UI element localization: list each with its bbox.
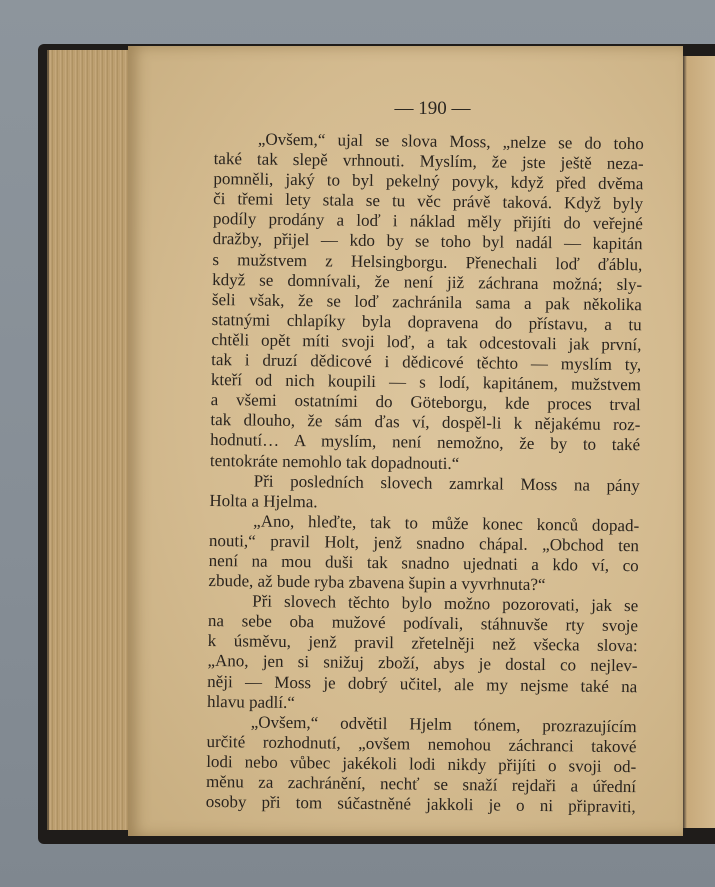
text-line: chtěli opět míti svoji loď, a tak odcestovali jak první, [211, 329, 642, 355]
text-line: Při posledních slovech zamrkal Moss na pány [253, 471, 640, 495]
facing-page-edge [683, 56, 715, 828]
text-line: s mužstvem z Helsingborgu. Přenechali loď ďáblu, [212, 249, 643, 274]
text-line: na sebe oba mužové podívali, stáhnuvše rty svoje [207, 611, 639, 636]
page-stack-edge [47, 50, 135, 830]
text-line: „Ano, jen si snižuj zboží, abys je dostal co nejlev- [207, 651, 638, 676]
text-line: „Ano, hleďte, tak to může konec konců dopad- [253, 511, 640, 536]
text-line: kteří od nich koupili — s lodí, kapitánem, mužstvem [210, 370, 642, 395]
text-line: také tak slepě vrhnouti. Myslím, že jste ještě neza- [213, 149, 644, 174]
text-line: Holta a Hjelma. [209, 490, 318, 511]
text-line: Při slovech těchto bylo možno pozorovati, jak se [252, 591, 639, 616]
text-line: statnými chlapíky byla dopravena do přístavu, a tu [211, 309, 642, 335]
text-line: určité rozhodnutí, „ovšem nemohou záchranci takové [206, 731, 637, 757]
text-line: osoby při tom súčastněné jakkoli je o ni připraviti, [205, 792, 636, 817]
text-line: dražby, přijel — kdo by se toho byl nadál — kapitán [212, 229, 643, 254]
text-line: tak dlouho, že sám ďas ví, dospěl-li k nějakému roz- [210, 410, 641, 435]
text-line: lodi nebo vůbec jakékoli lodi nikdy přijíti o svoji od- [206, 751, 637, 777]
text-line: šeli však, že se loď zachránila sama a pak několika [211, 289, 643, 314]
text-line: není na mou duši tak snadno ujednati a kdo ví, co [208, 550, 639, 576]
text-line: měnu za zachránění, nechť se snaží rejdaři a úřední [205, 771, 637, 797]
text-line: když se domnívali, že není již záchrana možná; sly- [212, 269, 643, 294]
text-line: něji — Moss je dobrý učitel, ale my nejsme také na [207, 671, 638, 696]
page-text [206, 129, 644, 817]
text-line: a všemi ostatními do Göteborgu, kde proces trval [210, 390, 641, 415]
text-line: hlavu padlí.“ [206, 691, 295, 712]
text-line: či třemi lety stala se tu věc právě taková. Když byly [213, 189, 644, 214]
text-line: zbude, až bude ryba zbavena šupin a vyvrhnuta?“ [208, 571, 546, 595]
text-line: nouti,“ pravil Holt, jenž snadno chápal. „Obchod ten [208, 530, 640, 556]
text-line: tak i druzí dědicové i dědicové těchto — myslím ty, [211, 350, 642, 375]
text-line: „Ovšem,“ odvětil Hjelm tónem, prozrazujícím [250, 712, 637, 736]
text-line: k úsměvu, jenž pravil zřetelněji než všecka slova: [207, 631, 638, 656]
text-line: „Ovšem,“ ujal se slova Moss, „nelze se do toho [257, 129, 644, 154]
text-line: pomněli, jaký to byl pekelný povyk, když před dvěma [213, 169, 644, 194]
text-line: tentokráte nemohlo tak dopadnouti.“ [209, 450, 460, 473]
text-line: hodnutí… A myslím, není nemožno, že by to také [210, 430, 641, 455]
page-number: — 190 — [394, 98, 471, 119]
text-line: podíly prodány a loď i náklad měly přijíti do veřejné [212, 209, 643, 234]
